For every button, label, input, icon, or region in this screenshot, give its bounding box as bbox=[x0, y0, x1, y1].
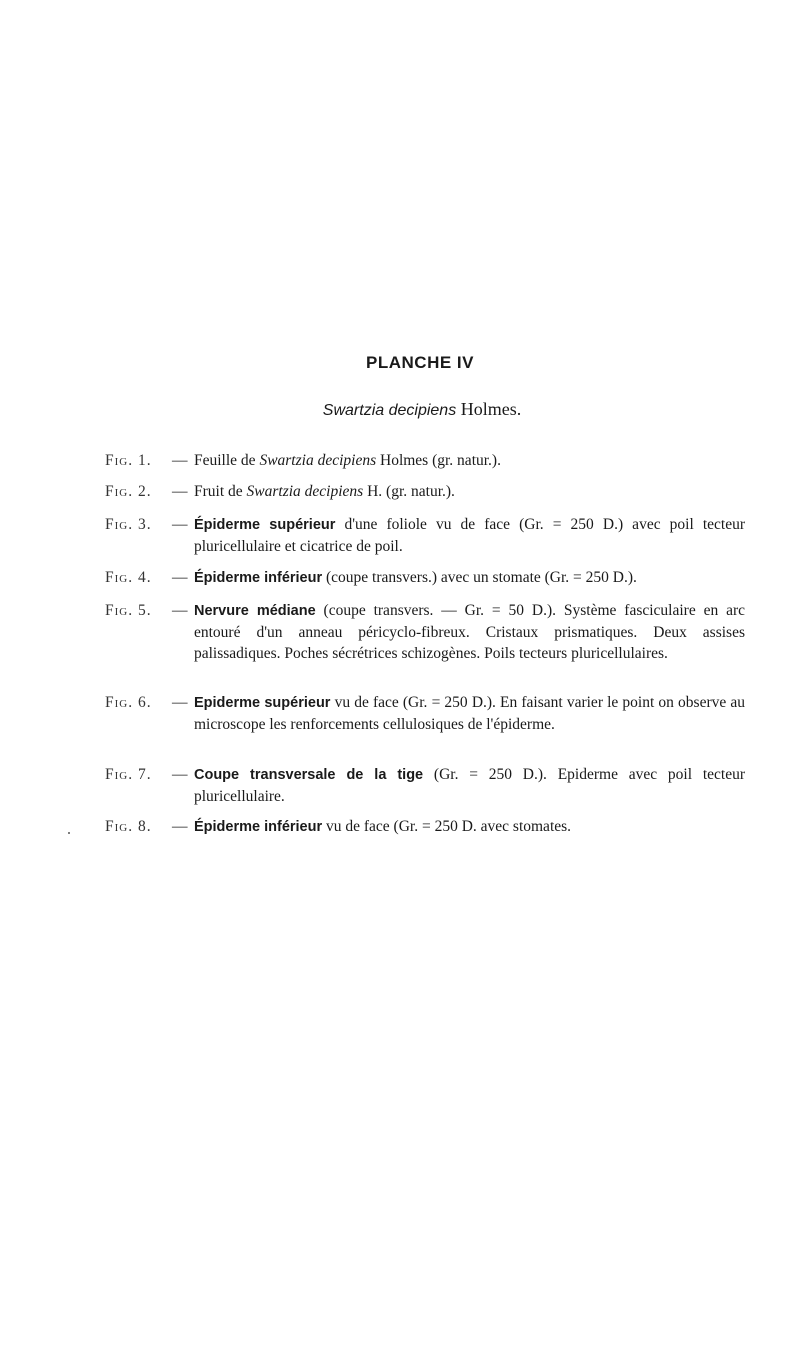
figure-subject: Épiderme inférieur bbox=[194, 819, 323, 835]
figure-caption-7 bbox=[105, 764, 745, 807]
figure-label: Fig. 8. bbox=[105, 818, 152, 835]
caption-dash: — bbox=[172, 766, 188, 783]
figure-description bbox=[194, 481, 745, 502]
figure-description bbox=[194, 600, 745, 664]
figure-caption-2 bbox=[105, 481, 745, 502]
figure-label: Fig. 3. bbox=[105, 516, 152, 533]
species-author: Holmes. bbox=[460, 399, 522, 419]
caption-dash: — bbox=[172, 483, 188, 500]
figure-description bbox=[194, 514, 745, 557]
figure-text: vu de face (Gr. = 250 D.). En faisant varier le point on observe au microscope les renforcements cellulosiques de l'épiderme. bbox=[194, 694, 746, 733]
print-speck bbox=[68, 832, 70, 834]
figure-label: Fig. 6. bbox=[105, 694, 152, 711]
figure-description bbox=[194, 450, 745, 471]
figure-subject: Épiderme supérieur bbox=[194, 517, 336, 533]
figure-label: Fig. 2. bbox=[105, 483, 152, 500]
figure-caption-4 bbox=[105, 567, 745, 589]
figure-text: vu de face (Gr. = 250 D. avec stomates. bbox=[322, 818, 572, 835]
figure-subject: Epiderme supérieur bbox=[194, 695, 331, 711]
figure-label: Fig. 5. bbox=[105, 602, 152, 619]
figure-caption-1 bbox=[105, 450, 745, 471]
figure-text: (coupe transvers. — Gr. = 50 D.). Système fasciculaire en arc entouré d'un anneau péricyclo-fibreux. Cristaux prismatiques. Deux assises palissadiques. Poches sécrétrices schizogènes. Poils tecteurs pluricellulaires. bbox=[194, 602, 746, 662]
figure-subject: Épiderme inférieur bbox=[194, 570, 323, 586]
species-heading bbox=[0, 399, 800, 420]
figure-description bbox=[194, 567, 745, 589]
species-reference: Swartzia decipiens bbox=[259, 452, 377, 469]
figure-description bbox=[194, 764, 745, 807]
figure-text: H. (gr. natur.). bbox=[363, 483, 455, 500]
figure-caption-3 bbox=[105, 514, 745, 557]
figure-caption-6 bbox=[105, 692, 745, 735]
caption-dash: — bbox=[172, 516, 188, 533]
figure-caption-5 bbox=[105, 600, 745, 664]
figure-description bbox=[194, 692, 745, 735]
figure-description bbox=[194, 816, 745, 838]
species-reference: Swartzia decipiens bbox=[246, 483, 364, 500]
figure-subject: Nervure médiane bbox=[194, 603, 316, 619]
figure-text: Holmes (gr. natur.). bbox=[376, 452, 501, 469]
caption-dash: — bbox=[172, 452, 188, 469]
figure-text: (Gr. = 250 D.). Epiderme avec poil tecteur pluricellulaire. bbox=[194, 766, 745, 805]
caption-dash: — bbox=[172, 602, 188, 619]
figure-label: Fig. 7. bbox=[105, 766, 152, 783]
caption-dash: — bbox=[172, 818, 188, 835]
figure-subject: Coupe transversale de la tige bbox=[194, 767, 424, 783]
caption-dash: — bbox=[172, 694, 188, 711]
figure-text: Feuille de bbox=[194, 452, 260, 469]
plate-title: PLANCHE IV bbox=[366, 353, 474, 372]
figure-caption-8 bbox=[105, 816, 745, 838]
figure-label: Fig. 1. bbox=[105, 452, 152, 469]
figure-text: (coupe transvers.) avec un stomate (Gr. = 250 D.). bbox=[322, 569, 637, 586]
figure-label: Fig. 4. bbox=[105, 569, 152, 586]
caption-dash: — bbox=[172, 569, 188, 586]
figure-text: d'une foliole vu de face (Gr. = 250 D.) avec poil tecteur pluricellulaire et cicatrice de poil. bbox=[194, 516, 745, 555]
species-name: Swartzia decipiens bbox=[322, 402, 457, 419]
figure-text: Fruit de bbox=[194, 483, 247, 500]
